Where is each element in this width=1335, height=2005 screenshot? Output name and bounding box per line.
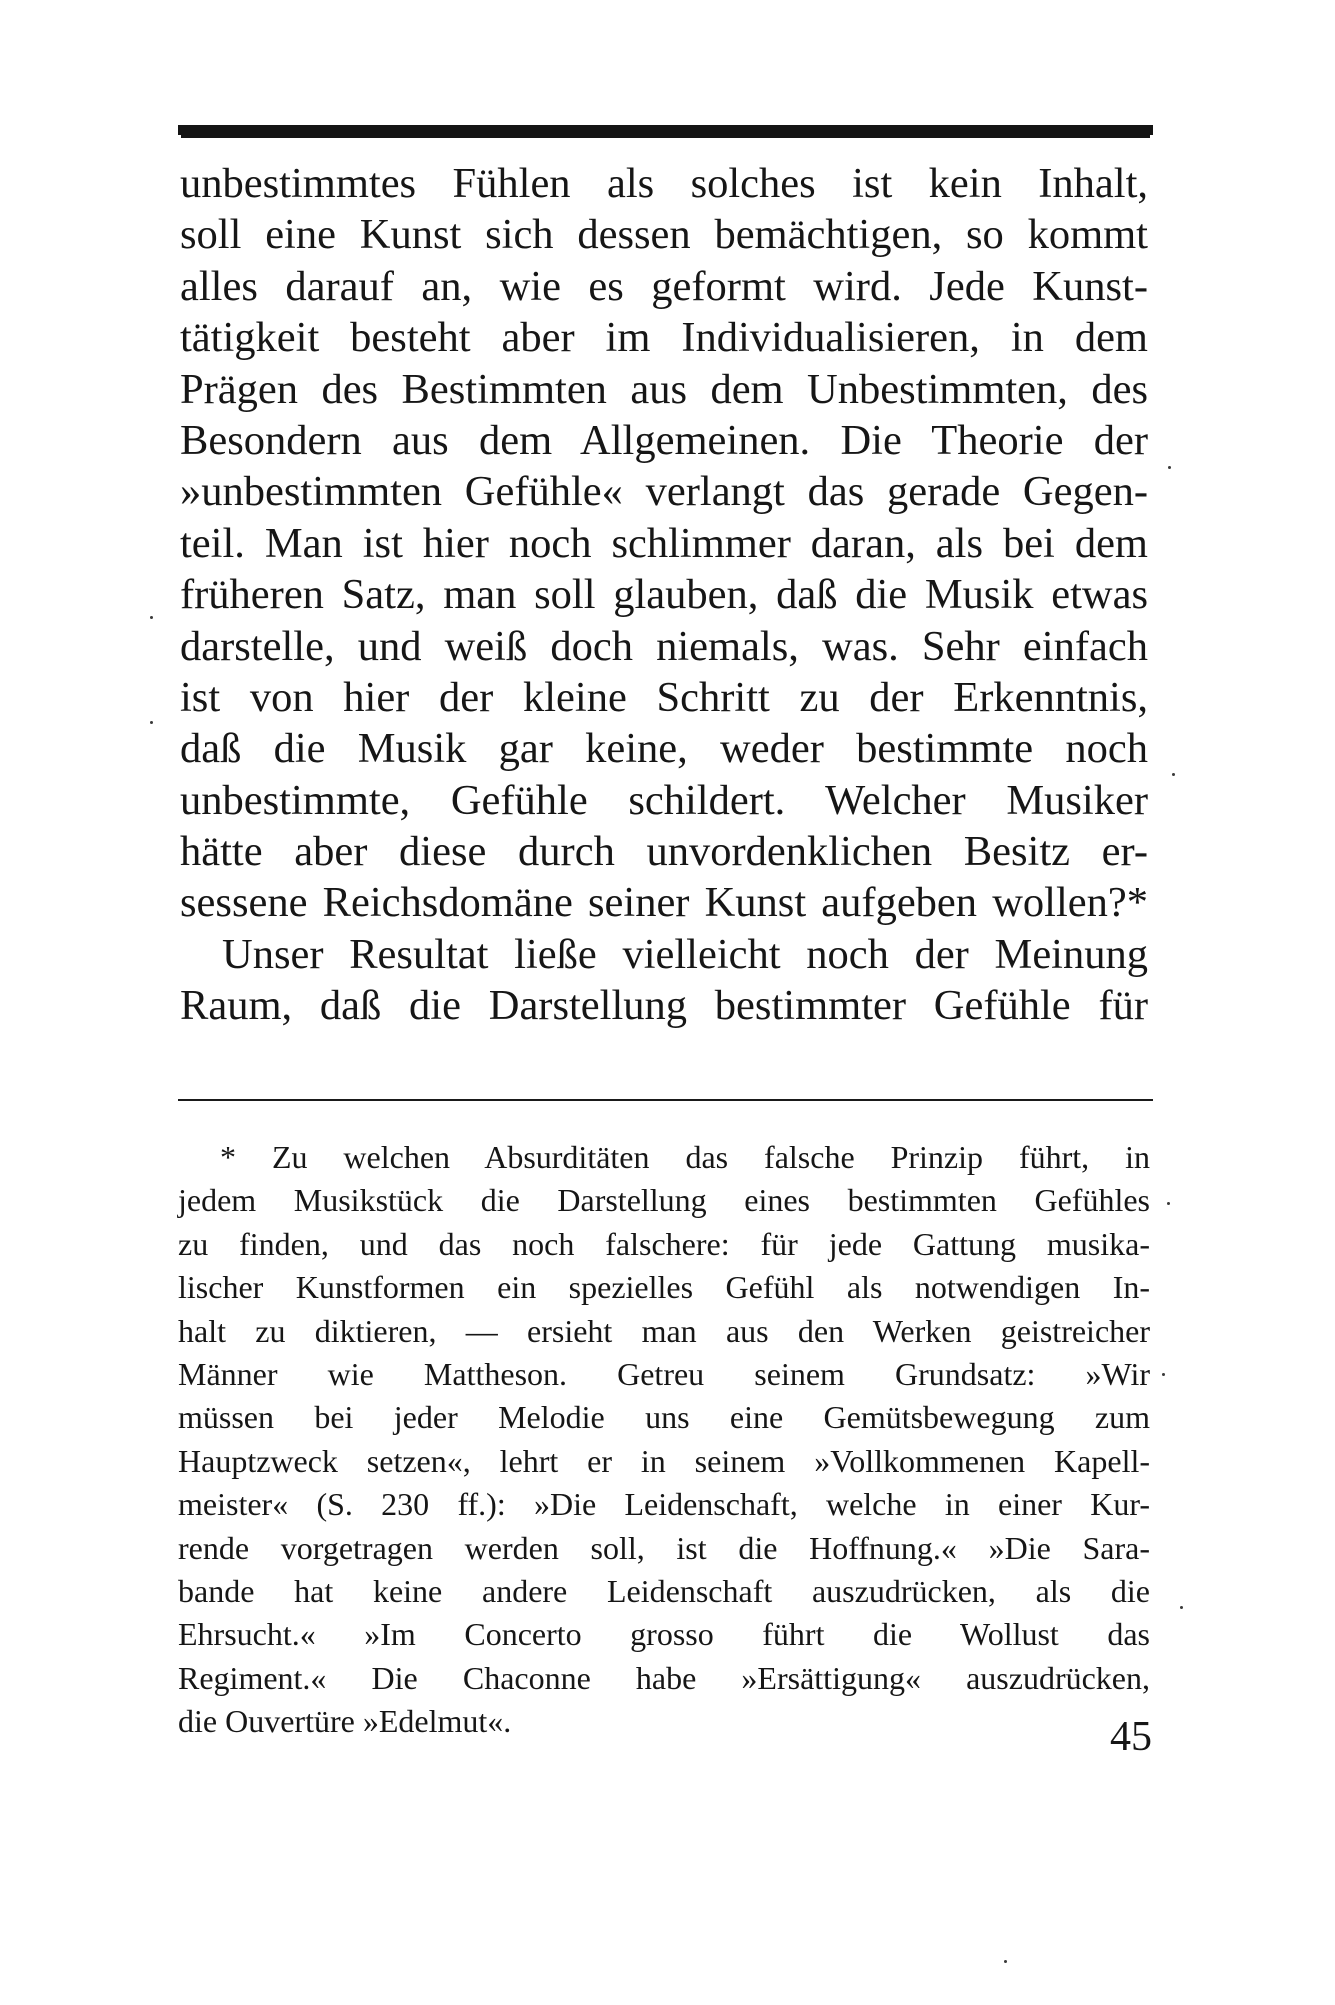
main-text-line: früheren Satz, man soll glauben, daß die Musik etwas [180,571,1148,619]
footnote-rule [178,1099,1153,1101]
main-text-line: »unbestimmten Gefühle« verlangt das gerade Gegen- [180,468,1148,516]
footnote-line: lischer Kunstformen ein spezielles Gefühl als notwendigen In- [178,1269,1150,1306]
footnote-line: Männer wie Mattheson. Getreu seinem Grundsatz: »Wir [178,1355,1150,1392]
scan-speck [1004,1960,1007,1963]
page-number: 45 [1110,1714,1152,1760]
main-text-line: darstelle, und weiß doch niemals, was. Sehr einfach [180,622,1148,670]
scan-speck [1162,1373,1165,1376]
main-text-line: Besondern aus dem Allgemeinen. Die Theorie der [180,416,1148,464]
main-text-line: unbestimmte, Gefühle schildert. Welcher Musiker [180,776,1148,824]
scan-speck [1167,1202,1170,1205]
main-text-line: soll eine Kunst sich dessen bemächtigen, so kommt [180,211,1148,259]
footnote-line: halt zu diktieren, — ersieht man aus den Werken geistreicher [178,1312,1150,1349]
footnote-block [178,1136,1150,1743]
main-text-line: hätte aber diese durch unvordenklichen Besitz er- [180,828,1148,876]
header-rule [178,125,1153,135]
footnote-line: die Ouvertüre »Edelmut«. [178,1703,512,1740]
footnote-line: zu finden, und das noch falschere: für jede Gattung musika- [178,1225,1150,1262]
scan-speck [1172,773,1175,776]
footnote-line: Ehrsucht.« »Im Concerto grosso führt die Wollust das [178,1616,1150,1653]
scan-speck [150,721,153,724]
footnote-line: Hauptzweck setzen«, lehrt er in seinem »Vollkommenen Kapell- [178,1442,1150,1479]
footnote-line: * Zu welchen Absurditäten das falsche Prinzip führt, in [220,1139,1150,1175]
main-text-line: unbestimmtes Fühlen als solches ist kein Inhalt, [180,160,1148,207]
scan-speck [1168,466,1171,469]
main-text-line: daß die Musik gar keine, weder bestimmte noch [180,725,1148,773]
main-text-line: tätigkeit besteht aber im Individualisieren, in dem [180,314,1148,362]
footnote-line: Regiment.« Die Chaconne habe »Ersättigung« auszudrücken, [178,1659,1150,1696]
footnote-line: müssen bei jeder Melodie uns eine Gemütsbewegung zum [178,1399,1150,1436]
main-text-line: teil. Man ist hier noch schlimmer daran, als bei dem [180,519,1148,567]
main-text-block [180,158,1148,1032]
main-text-line: Raum, daß die Darstellung bestimmter Gefühle für [180,982,1148,1030]
main-text-line: alles darauf an, wie es geformt wird. Jede Kunst- [180,262,1148,310]
footnote-line: bande hat keine andere Leidenschaft auszudrücken, als die [178,1572,1150,1609]
main-text-line: sessene Reichsdomäne seiner Kunst aufgeben wollen?* [180,879,1148,927]
footnote-line: jedem Musikstück die Darstellung eines bestimmten Gefühles [178,1182,1150,1219]
scan-speck [150,616,153,619]
scan-speck [1180,1606,1183,1609]
footnote-line: rende vorgetragen werden soll, ist die Hoffnung.« »Die Sara- [178,1529,1150,1566]
main-text-line: Prägen des Bestimmten aus dem Unbestimmten, des [180,365,1148,413]
paragraph-start-line: Unser Resultat ließe vielleicht noch der Meinung [222,930,1148,978]
main-text-line: ist von hier der kleine Schritt zu der Erkenntnis, [180,673,1148,721]
footnote-line: meister« (S. 230 ff.): »Die Leidenschaft, welche in einer Kur- [178,1486,1150,1523]
